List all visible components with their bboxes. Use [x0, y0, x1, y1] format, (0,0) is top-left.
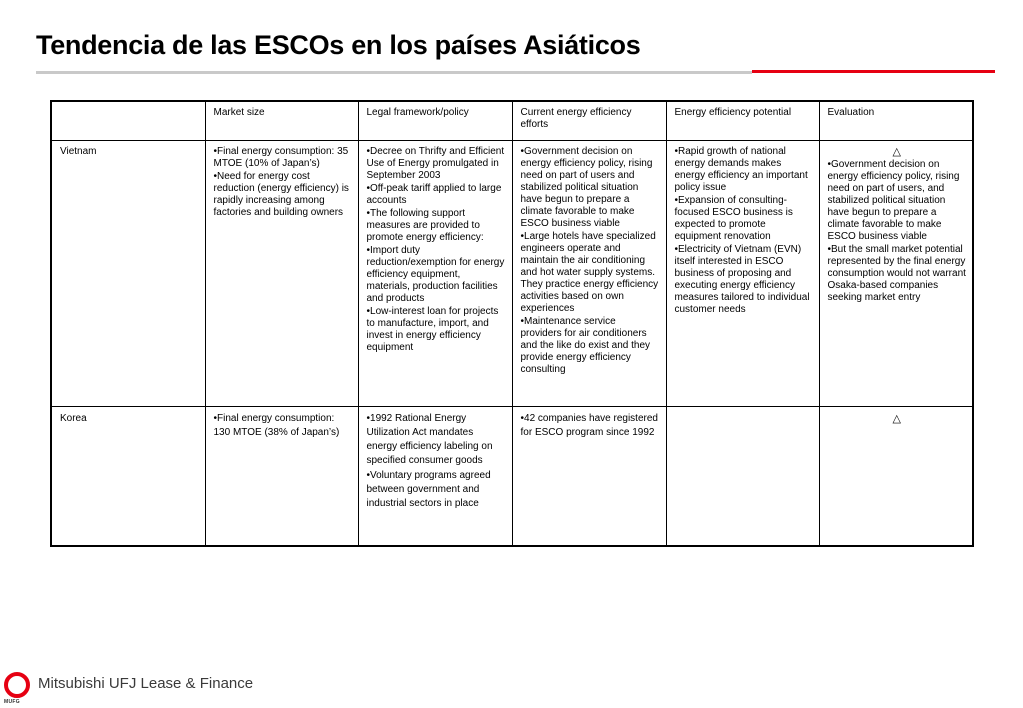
evaluation-cell [819, 141, 973, 407]
bullet-text: •Final energy consumption: 35 MTOE (10% of Japan’s) [213, 146, 349, 169]
bullet-text: •Rapid growth of national energy demands makes energy efficiency an important policy issue [674, 146, 808, 193]
bullet-text: •Off-peak tariff applied to large accounts [366, 183, 502, 206]
header-legal-framework: Legal framework/policy [358, 101, 512, 141]
header-current-efforts: Current energy efficiency efforts [512, 101, 666, 141]
esco-trends-table [50, 100, 974, 547]
footer [4, 672, 254, 705]
mufg-ring-icon [4, 672, 30, 698]
evaluation-triangle-icon: △ [892, 413, 901, 425]
page-title: Tendencia de las ESCOs en los países Asiáticos [36, 30, 641, 60]
bullet-text: •Expansion of consulting-focused ESCO business is expected to promote equipment renovation [674, 195, 793, 242]
bullet-text: •Low-interest loan for projects to manufacture, import, and invest in energy efficiency equipment [366, 306, 499, 353]
efficiency-potential-cell [666, 407, 819, 547]
current-efforts-cell [512, 141, 666, 407]
bullet-text: •Final energy consumption: 130 MTOE (38% of Japan’s) [213, 413, 340, 438]
title-underline-gray [36, 71, 752, 74]
legal-framework-cell [358, 141, 512, 407]
bullet-text: •Government decision on energy efficiency policy, rising need on part of users, and stabilized political situation have begun to prepare a climate favorable to make ESCO business viable [827, 159, 960, 242]
evaluation-triangle-icon: △ [892, 146, 901, 158]
bullet-text: •Import duty reduction/exemption for energy efficiency equipment, materials, production facilities and products [366, 245, 505, 304]
bullet-text: •Voluntary programs agreed between government and industrial sectors in place [366, 470, 491, 509]
header-market-size: Market size [205, 101, 358, 141]
header-cell-empty [51, 101, 205, 141]
bullet-text: •Large hotels have specialized engineers operate and maintain the air conditioning and hot water supply systems. They practice energy efficiency activities based on own experiences [520, 231, 659, 314]
bullet-text: •1992 Rational Energy Utilization Act mandates energy efficiency labeling on specified consumer goods [366, 413, 493, 466]
bullet-text: •42 companies have registered for ESCO program since 1992 [520, 413, 658, 438]
mufg-logo-text: MUFG [4, 699, 20, 705]
current-efforts-cell [512, 407, 666, 547]
company-name: Mitsubishi UFJ Lease & Finance [38, 674, 254, 692]
header-evaluation: Evaluation [819, 101, 973, 141]
bullet-text: •Electricity of Vietnam (EVN) itself interested in ESCO business of proposing and executing energy efficiency measures tailored to individual customer needs [674, 244, 810, 315]
country-cell: Vietnam [51, 141, 205, 407]
table-row-korea [51, 407, 973, 547]
country-cell: Korea [51, 407, 205, 547]
bullet-text: •The following support measures are provided to promote energy efficiency: [366, 208, 484, 243]
legal-framework-cell [358, 407, 512, 547]
table-header-row [51, 101, 973, 141]
header-efficiency-potential: Energy efficiency potential [666, 101, 819, 141]
mufg-logo [4, 672, 30, 705]
evaluation-cell [819, 407, 973, 547]
bullet-text: •Decree on Thrifty and Efficient Use of Energy promulgated in September 2003 [366, 146, 505, 181]
efficiency-potential-cell [666, 141, 819, 407]
bullet-text: •But the small market potential represented by the final energy consumption would not warrant Osaka-based companies seeking market entry [827, 244, 966, 303]
market-size-cell [205, 407, 358, 547]
table-row-vietnam [51, 141, 973, 407]
bullet-text: •Government decision on energy efficiency policy, rising need on part of users and stabilized political situation have begun to prepare a climate favorable to make ESCO business viable [520, 146, 653, 229]
bullet-text: •Need for energy cost reduction (energy efficiency) is rapidly increasing among factories and building owners [213, 171, 349, 218]
title-underline-red [752, 70, 995, 73]
bullet-text: •Maintenance service providers for air conditioners and the like do exist and they provide energy efficiency consulting [520, 316, 651, 375]
market-size-cell [205, 141, 358, 407]
